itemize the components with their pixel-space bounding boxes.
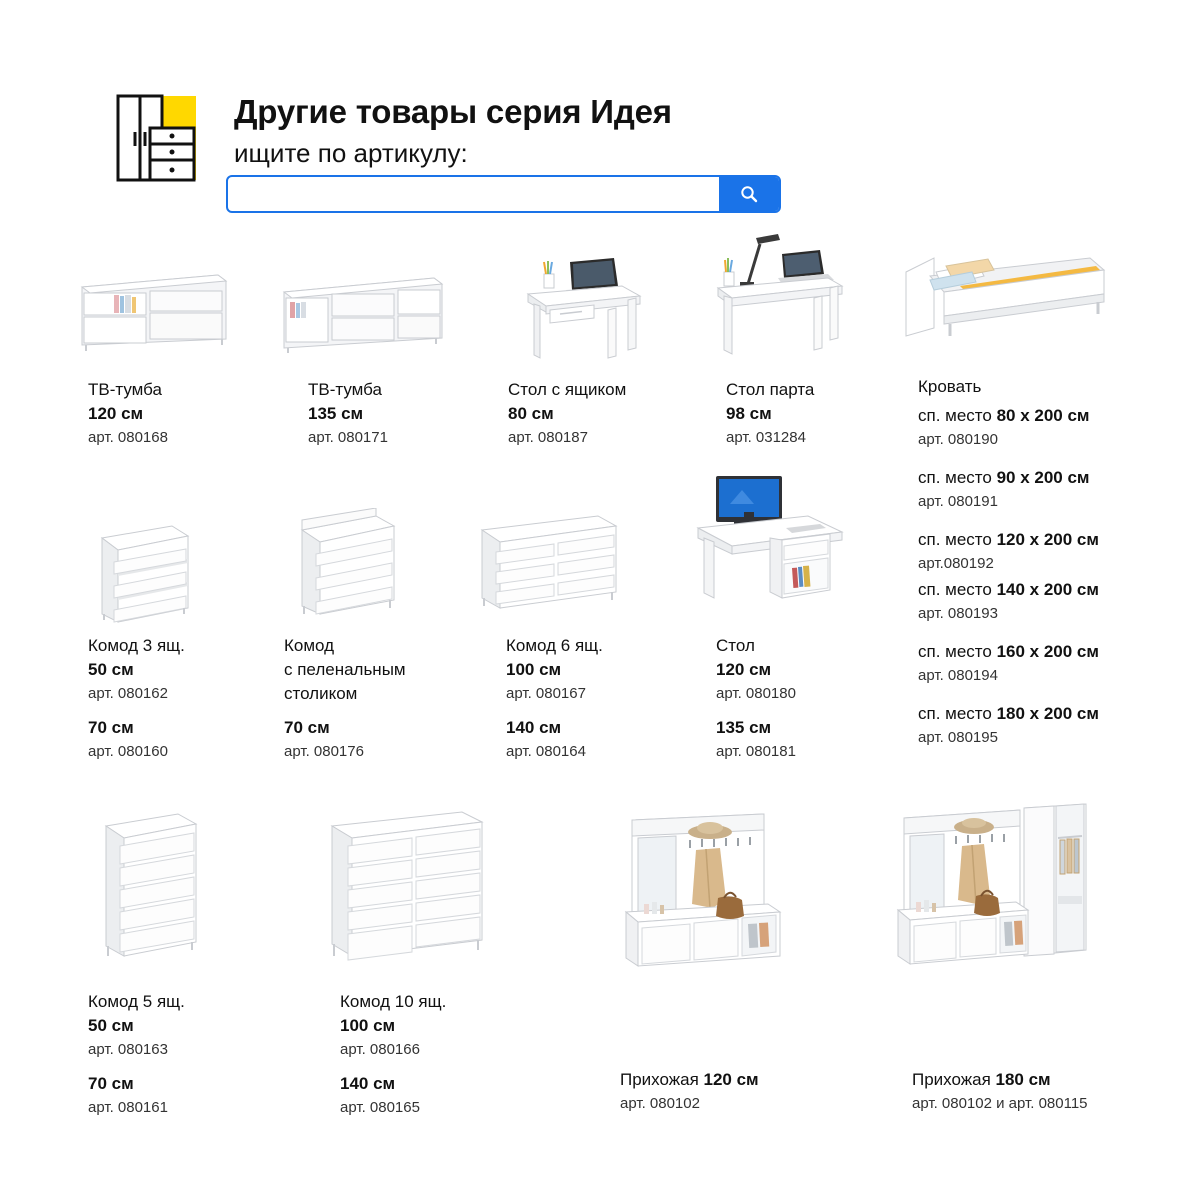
product-size: 135 см — [308, 404, 364, 423]
product-art-alt: арт. 080164 — [506, 743, 586, 760]
product-name: Комод 6 ящ. — [506, 636, 603, 655]
caption-tv-stand-135 — [308, 378, 498, 450]
product-name: Комод 10 ящ. — [340, 992, 447, 1011]
bed-variant-90 — [918, 466, 1090, 513]
bed-variant-label: сп. место — [918, 406, 997, 425]
caption-chest-6-drawers-alt — [506, 716, 696, 764]
product-art-alt: арт. 080181 — [716, 743, 796, 760]
bed-variant-dim: 90 х 200 см — [996, 468, 1090, 487]
search-input[interactable] — [228, 177, 719, 211]
product-size: 180 см — [995, 1070, 1051, 1089]
caption-chest-changing-table — [284, 634, 484, 706]
bed-variant-art: арт. 080191 — [918, 493, 998, 510]
product-image-bed — [900, 236, 1110, 364]
product-art: арт. 080168 — [88, 429, 168, 446]
bed-variant-art: арт. 080194 — [918, 667, 998, 684]
product-size-alt: 70 см — [284, 718, 330, 737]
caption-desk-120 — [716, 634, 906, 706]
bed-variant-label: сп. место — [918, 530, 997, 549]
bed-variant-80 — [918, 404, 1090, 451]
caption-hallway-120 — [620, 1068, 860, 1116]
product-art-alt: арт. 080165 — [340, 1099, 420, 1116]
search-button[interactable] — [719, 177, 779, 211]
bed-variant-label: сп. место — [918, 580, 997, 599]
product-size: 120 см — [716, 660, 772, 679]
product-image-chest-5-drawers — [92, 806, 208, 964]
header-text-block — [234, 92, 914, 170]
caption-chest-3-drawers — [88, 634, 278, 706]
product-image-school-desk-98 — [708, 222, 848, 364]
bed-variant-160 — [918, 640, 1099, 687]
product-name: Кровать — [918, 377, 982, 396]
product-size-alt: 70 см — [88, 1074, 134, 1093]
product-name-line2: с пеленальным — [284, 660, 406, 679]
caption-chest-3-drawers-alt — [88, 716, 278, 764]
product-image-desk-120 — [690, 470, 850, 618]
product-art-alt: арт. 080161 — [88, 1099, 168, 1116]
product-name: Стол с ящиком — [508, 380, 627, 399]
product-size: 50 см — [88, 660, 134, 679]
product-image-chest-10-drawers — [318, 806, 494, 964]
product-size: 80 см — [508, 404, 554, 423]
search-box[interactable] — [226, 175, 781, 213]
product-image-hallway-120 — [614, 808, 790, 970]
product-art: арт. 080187 — [508, 429, 588, 446]
caption-chest-10-drawers — [340, 990, 530, 1062]
bed-variant-140 — [918, 578, 1099, 625]
caption-hallway-180 — [912, 1068, 1192, 1116]
product-size: 50 см — [88, 1016, 134, 1035]
product-image-chest-6-drawers — [470, 508, 626, 624]
caption-tv-stand-120 — [88, 378, 278, 450]
product-art: арт. 080166 — [340, 1041, 420, 1058]
caption-desk-with-drawer-80 — [508, 378, 708, 450]
caption-desk-120-alt — [716, 716, 906, 764]
bed-variant-dim: 180 х 200 см — [996, 704, 1099, 723]
bed-variant-dim: 140 х 200 см — [996, 580, 1099, 599]
product-art-alt: арт. 080160 — [88, 743, 168, 760]
bed-variant-180 — [918, 702, 1099, 749]
bed-variant-dim: 80 х 200 см — [996, 406, 1090, 425]
page-title: Другие товары серия Идея — [234, 93, 672, 130]
bed-variant-art: арт. 080195 — [918, 729, 998, 746]
bed-variant-label: сп. место — [918, 642, 997, 661]
product-size-alt: 135 см — [716, 718, 772, 737]
product-name: ТВ-тумба — [308, 380, 382, 399]
product-image-chest-changing-table — [292, 508, 404, 628]
product-name: Комод — [284, 636, 335, 655]
bed-variant-dim: 120 х 200 см — [996, 530, 1099, 549]
caption-school-desk-98 — [726, 378, 926, 450]
product-size-alt: 140 см — [506, 718, 562, 737]
caption-chest-5-drawers — [88, 990, 278, 1062]
product-size: 100 см — [340, 1016, 396, 1035]
search-icon — [739, 184, 759, 204]
product-name: Стол — [716, 636, 755, 655]
bed-variant-art: арт. 080193 — [918, 605, 998, 622]
product-image-hallway-180 — [890, 800, 1100, 972]
product-art: арт. 080167 — [506, 685, 586, 702]
product-name: Комод 3 ящ. — [88, 636, 185, 655]
product-art: арт. 080102 — [620, 1095, 700, 1112]
caption-chest-6-drawers — [506, 634, 696, 706]
product-name: ТВ-тумба — [88, 380, 162, 399]
caption-bed-name — [918, 375, 981, 399]
bed-variant-art: арт.080192 — [918, 555, 994, 572]
bed-variant-label: сп. место — [918, 704, 997, 723]
product-art: арт. 031284 — [726, 429, 806, 446]
page-subtitle: ищите по артикулу: — [234, 138, 468, 168]
search-row — [226, 175, 781, 213]
product-size-alt: 70 см — [88, 718, 134, 737]
bed-variant-120 — [918, 528, 1099, 575]
product-size-alt: 140 см — [340, 1074, 396, 1093]
caption-chest-5-drawers-alt — [88, 1072, 278, 1120]
product-name: Стол парта — [726, 380, 815, 399]
product-size: 120 см — [88, 404, 144, 423]
product-name: Прихожая — [620, 1070, 699, 1089]
product-art-alt: арт. 080176 — [284, 743, 364, 760]
caption-chest-changing-table-alt — [284, 716, 484, 764]
product-image-tv-stand-120 — [74, 265, 232, 355]
product-art: арт. 080163 — [88, 1041, 168, 1058]
bed-variant-art: арт. 080190 — [918, 431, 998, 448]
product-size: 120 см — [703, 1070, 759, 1089]
header — [104, 92, 904, 217]
product-name: Комод 5 ящ. — [88, 992, 185, 1011]
product-image-tv-stand-135 — [278, 272, 448, 356]
wardrobe-dresser-icon — [104, 92, 208, 184]
bed-variant-label: сп. место — [918, 468, 997, 487]
product-size: 98 см — [726, 404, 772, 423]
product-art: арт. 080102 и арт. 080115 — [912, 1095, 1088, 1112]
caption-chest-10-drawers-alt — [340, 1072, 530, 1120]
product-art: арт. 080162 — [88, 685, 168, 702]
product-image-desk-with-drawer-80 — [510, 240, 650, 365]
product-name: Прихожая — [912, 1070, 991, 1089]
product-art: арт. 080171 — [308, 429, 388, 446]
product-art: арт. 080180 — [716, 685, 796, 702]
product-size: 100 см — [506, 660, 562, 679]
bed-variant-dim: 160 х 200 см — [996, 642, 1099, 661]
product-name-line3: столиком — [284, 684, 358, 703]
product-image-chest-3-drawers — [88, 518, 198, 628]
